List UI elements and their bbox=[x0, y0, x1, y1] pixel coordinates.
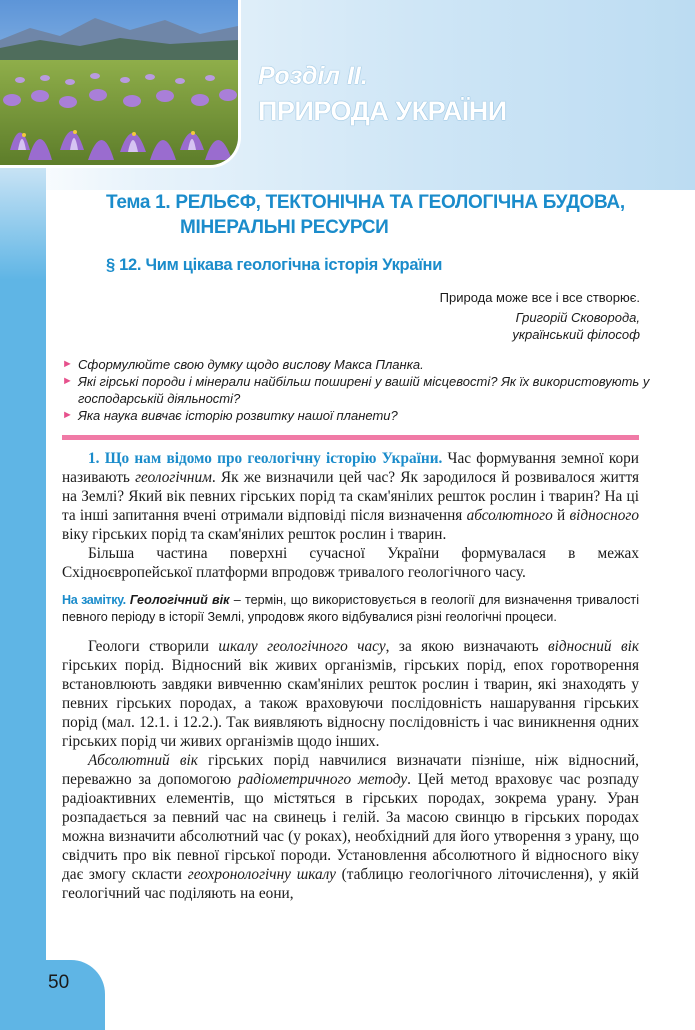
topic-heading-line1: Тема 1. РЕЛЬЄФ, ТЕКТОНІЧНА ТА ГЕОЛОГІЧНА БУДОВА, bbox=[106, 192, 625, 213]
section-heading: 1. Що нам відомо про геологічну історію України. bbox=[88, 450, 443, 467]
question-item: ► Сформулюйте свою думку щодо вислову Макса Планка. bbox=[62, 357, 424, 372]
body-paragraph: Абсолютний вік гірських порід навчилися визначати пізніше, ніж відносний, переважно за допомогою радіометричного методу. Цей метод враховує час розпаду радіоактивних елементів, що містяться в гірських породах, зокрема урану. Уран розпадається за певний час на свинець і гелій. За масою свинцю в гірських породах можна визначити абсолютний час (у роках), необхідний для його утворення з урану, що свідчить про вік певної гірської породи. Установлення абсолютного й відносного віку дає змогу скласти геохронологічну шкалу (таблицю геологічного літочислення), у якій геологічний час поділяють на еони, bbox=[62, 752, 640, 902]
body-paragraph: 1. Що нам відомо про геологічну історію України. Час формування земної кори називають геологічним. Як же визначили цей час? Як зародилося й розвивалося життя на Землі? Який вік певних гірських порід та скам'янілих решток рослин і тварин? На ці та інші запитання вчені отримали відповіді після визначення абсолютного й відносного віку гірських порід та скам'янілих решток рослин і тварин. bbox=[62, 450, 640, 543]
page-number-tab bbox=[0, 960, 105, 1030]
body-paragraph: Більша частина поверхні сучасної України формувалася в межах Східноєвропейської платформи впродовж тривалого геологічного часу. bbox=[62, 545, 639, 581]
triangle-bullet-icon: ► bbox=[62, 375, 73, 387]
crocus-meadow-photo bbox=[0, 0, 238, 165]
question-item: ► Яка наука вивчає історію розвитку нашої планети? bbox=[62, 408, 398, 423]
section-label: Розділ II. bbox=[258, 62, 368, 90]
main-text bbox=[62, 449, 639, 903]
epigraph-author: Григорій Сковорода, bbox=[515, 310, 640, 325]
warmup-questions bbox=[62, 356, 652, 424]
triangle-bullet-icon: ► bbox=[62, 358, 73, 370]
side-color-strip bbox=[0, 160, 46, 1030]
triangle-bullet-icon: ► bbox=[62, 409, 73, 421]
page-number: 50 bbox=[48, 972, 70, 993]
note-box: На замітку. Геологічний вік – термін, що використовується в геології для визначення тривалості певного періоду в історії Землі, упродовж якого відбувалися різні геологічні процеси. bbox=[62, 593, 639, 624]
note-label: На замітку. bbox=[62, 593, 126, 607]
epigraph bbox=[440, 289, 640, 343]
question-item: ► Які гірські породи і мінерали найбільш поширені у вашій місцевості? Як їх використовують у господарській діяльності? bbox=[62, 374, 650, 406]
side-strip-fade bbox=[0, 160, 46, 280]
epigraph-author-role: український філософ bbox=[512, 327, 640, 342]
section-title: ПРИРОДА УКРАЇНИ bbox=[258, 96, 507, 126]
body-paragraph: Геологи створили шкалу геологічного часу, за якою визначають відносний вік гірських порід. Відносний вік живих організмів, гірських порід, епох горотворення встановлюють завдяки вивченню скам'янілих решток рослин і тварин, які знаходять у певних гірських породах, а також враховуючи послідовність нашарування гірських порід (мал. 12.1. і 12.2.). Так виявляють відносну послідовність і час виникнення одних гірських порід чи живих організмів щодо інших. bbox=[62, 638, 640, 750]
topic-heading bbox=[106, 190, 626, 240]
topic-heading-line2: МІНЕРАЛЬНІ РЕСУРСИ bbox=[180, 217, 389, 238]
section-divider bbox=[62, 435, 639, 440]
epigraph-quote: Природа може все і все створює. bbox=[439, 290, 640, 305]
note-term: Геологічний вік bbox=[129, 593, 230, 607]
paragraph-title: § 12. Чим цікава геологічна історія України bbox=[106, 256, 443, 274]
